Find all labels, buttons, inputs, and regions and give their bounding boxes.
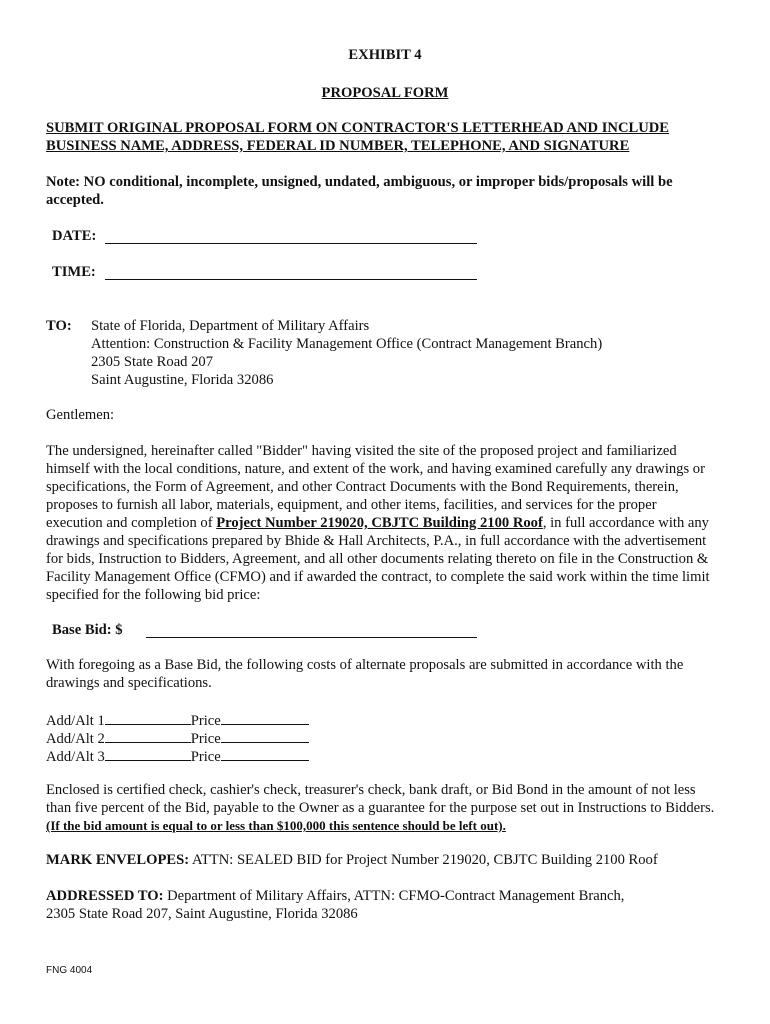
base-bid-field[interactable]	[146, 623, 477, 638]
addressed-to-text: Department of Military Affairs, ATTN: CFMO-Contract Management Branch,	[163, 888, 625, 904]
body-line-5-pre: execution and completion of	[46, 515, 217, 531]
mark-envelopes-label: MARK ENVELOPES:	[46, 852, 190, 868]
note-line-2: accepted.	[46, 192, 104, 208]
to-address-line-4: Saint Augustine, Florida 32086	[91, 372, 274, 388]
to-address-line-3: 2305 State Road 207	[91, 354, 214, 370]
body-line-9: specified for the following bid price:	[46, 587, 261, 603]
date-label: DATE:	[52, 228, 97, 244]
base-bid-label: Base Bid: $	[52, 622, 123, 638]
to-address-line-1: State of Florida, Department of Military Affairs	[91, 318, 370, 334]
project-reference: Project Number 219020, CBJTC Building 2100 Roof	[216, 515, 543, 531]
alternates-intro-line-2: drawings and specifications.	[46, 675, 212, 691]
alternate-label: Add/Alt 1	[46, 713, 105, 729]
alternate-1-price-field[interactable]	[221, 710, 309, 725]
price-label: Price	[190, 713, 221, 729]
enclosure-note: (If the bid amount is equal to or less than $100,000 this sentence should be left out).	[46, 818, 506, 833]
time-label: TIME:	[52, 264, 96, 280]
instruction-line-1: SUBMIT ORIGINAL PROPOSAL FORM ON CONTRACTOR'S LETTERHEAD AND INCLUDE	[46, 120, 670, 136]
enclosure-line-2: than five percent of the Bid, payable to the Owner as a guarantee for the purpose set out in Instructions to Bidders.	[46, 800, 715, 816]
alternate-row-2	[46, 728, 309, 748]
alternate-2-field[interactable]	[105, 728, 191, 743]
price-label: Price	[190, 749, 221, 765]
body-line-5-post: , in full accordance with any	[542, 515, 709, 531]
alternate-3-price-field[interactable]	[221, 746, 309, 761]
time-field[interactable]	[105, 265, 477, 280]
alternate-row-3	[46, 746, 309, 766]
body-line-3: specifications, the Form of Agreement, and other Contract Documents with the Bond Requirements, therein,	[46, 479, 679, 495]
body-line-8: Facility Management Office (CFMO) and if awarded the contract, to complete the said work within the time limit	[46, 569, 710, 585]
exhibit-heading: EXHIBIT 4	[348, 47, 422, 63]
form-code: FNG 4004	[46, 965, 93, 976]
alternate-row-1	[46, 710, 309, 730]
body-line-1: The undersigned, hereinafter called "Bidder" having visited the site of the proposed project and familiarized	[46, 443, 677, 459]
mark-envelopes-text: ATTN: SEALED BID for Project Number 219020, CBJTC Building 2100 Roof	[189, 852, 658, 868]
addressed-to-line-1	[46, 887, 624, 905]
body-line-5	[46, 514, 709, 532]
alternate-2-price-field[interactable]	[221, 728, 309, 743]
date-field[interactable]	[105, 229, 477, 244]
enclosure-line-1: Enclosed is certified check, cashier's check, treasurer's check, bank draft, or Bid Bond in the amount of not less	[46, 782, 696, 798]
alternate-label: Add/Alt 3	[46, 749, 105, 765]
instruction-line-2: BUSINESS NAME, ADDRESS, FEDERAL ID NUMBER, TELEPHONE, AND SIGNATURE	[46, 138, 630, 154]
salutation: Gentlemen:	[46, 407, 115, 423]
alternates-intro-line-1: With foregoing as a Base Bid, the following costs of alternate proposals are submitted in accordance with the	[46, 657, 684, 673]
to-label: TO:	[46, 318, 72, 334]
body-line-6: drawings and specifications prepared by Bhide & Hall Architects, P.A., in full accordance with the advertisement	[46, 533, 707, 549]
addressed-to-label: ADDRESSED TO:	[46, 888, 164, 904]
addressed-to-line-2: 2305 State Road 207, Saint Augustine, Florida 32086	[46, 906, 358, 922]
body-line-7: for bids, Instruction to Bidders, Agreement, and all other documents relating thereto on file in the Construction &	[46, 551, 709, 567]
price-label: Price	[190, 731, 221, 747]
alternate-1-field[interactable]	[105, 710, 191, 725]
alternate-label: Add/Alt 2	[46, 731, 105, 747]
to-address-line-2: Attention: Construction & Facility Management Office (Contract Management Branch)	[91, 336, 603, 352]
body-line-4: proposes to furnish all labor, materials, equipment, and other items, facilities, and services for the proper	[46, 497, 657, 513]
note-line-1: Note: NO conditional, incomplete, unsigned, undated, ambiguous, or improper bids/proposals will be	[46, 174, 673, 190]
form-title: PROPOSAL FORM	[321, 85, 449, 101]
mark-envelopes-line	[46, 851, 658, 869]
alternate-3-field[interactable]	[105, 746, 191, 761]
body-line-2: himself with the local conditions, nature, and extent of the work, and having examined carefully any drawings or	[46, 461, 705, 477]
